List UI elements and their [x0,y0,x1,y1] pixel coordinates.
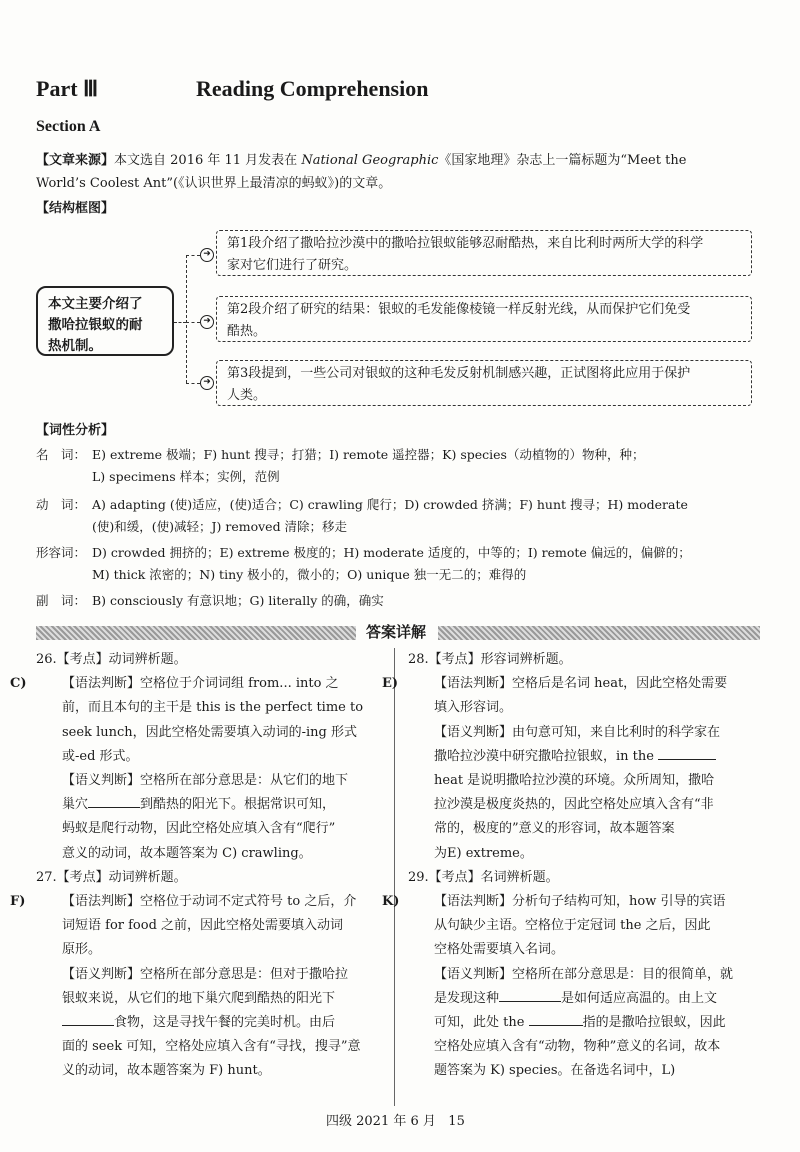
q26-head: 26.【考点】动词辨析题。 [36,652,187,667]
structure-branch: 第3段提到，一些公司对银蚁的这种毛发反射机制感兴趣，正试图将此应用于保护 人类。 [216,360,752,406]
adj-label: 形容词： [36,545,87,560]
noun-label: 名 词： [36,447,87,462]
verb-label: 动 词： [36,497,87,512]
q26-answer: C) [10,676,27,692]
footer [326,1110,465,1129]
connector [186,383,200,384]
connector [186,255,187,383]
pos-tag: 【词性分析】 [36,423,115,438]
structure-branch: 第2段介绍了研究的结果：银蚁的毛发能像棱镜一样反射光线，从而保护它们免受 酷热。 [216,296,752,342]
structure-tag: 【结构框图】 [36,201,115,216]
adj-line-1: D) crowded 拥挤的；E) extreme 极度的；H) moderate 适度的，中等的；I) remote 偏远的，偏僻的； [92,545,691,560]
source-line-1: 【文章来源】本文选自 2016 年 11 月发表在 National Geographic《国家地理》杂志上一篇标题为“Meet the [36,153,687,168]
arrow-icon: ➜ [200,315,214,329]
arrow-icon: ➜ [200,376,214,390]
verb-line-1: A) adapting (使)适应，(使)适合；C) crawling 爬行；D) crowded 挤满；F) hunt 搜寻；H) moderate [92,497,688,512]
part-title: Reading Comprehension [196,76,429,101]
arrow-icon: ➜ [200,248,214,262]
q29-head: 29.【考点】名词辨析题。 [408,869,559,885]
answer-blank [62,1013,114,1026]
connector [174,322,186,323]
banner-right [438,626,760,640]
section-title: Section A [36,118,101,135]
page-number: 15 [448,1114,465,1129]
structure-branch: 第1段介绍了撒哈拉沙漠中的撒哈拉银蚁能够忍耐酷热，来自比利时两所大学的科学 家对它们进行了研究。 [216,230,752,276]
q27-answer: F) [10,894,26,910]
connector [186,322,200,323]
answer-blank [658,747,716,760]
adv-line-1: B) consciously 有意识地；G) literally 的确，确实 [92,593,384,608]
adj-line-2: M) thick 浓密的；N) tiny 极小的，微小的；O) unique 独一无二的；难得的 [92,567,527,582]
source-line-2: World’s Coolest Ant”(《认识世界上最清凉的蚂蚁》)的文章。 [36,176,392,191]
q27-head: 27.【考点】动词辨析题。 [36,869,187,885]
left-column: 26.【考点】动词辨析题。 C) 【语法判断】空格位于介词词组 from... into 之 前，而且本句的主干是 this is the perfect time to seek lunch，因此空格处需要填入动词的-ing 形式 或-ed 形式。 【语义判断】空格所在部分意思是：从它们的地下 巢穴 到酷热的阳光下。根据常识可知， 蚂蚁是爬行动物，因此空格处应填入含有“爬行” 意义的动词，故本题答案为 C) crawling。 27.【考点】动词辨析题。 F) 【语法判断】空格位于动词不定式符号 to 之后，介 词短语 for food 之前，因此空格处需要填入动词 原形。 【语义判断】空格所在部分意思是：但对于撒哈拉 银蚁来说，从它们的地下巢穴爬到酷热的阳光下 食物，这是寻找午餐的完美时机。由后 面的 seek 可知，空格处应填入含有“寻找，搜寻”意 义的动词，故本题答案为 F) hunt。 [36,648,382,1084]
adv-label: 副 词： [36,593,87,608]
part-label: Part Ⅲ [36,76,99,101]
column-divider [394,648,395,1106]
q29-answer: K) [382,894,400,910]
answer-blank [529,1013,583,1026]
banner-left [36,626,356,640]
right-column: 28.【考点】形容词辨析题。 E) 【语法判断】空格后是名词 heat，因此空格处需要 填入形容词。 【语义判断】由句意可知，来自比利时的科学家在 撒哈拉沙漠中研究撒哈拉银蚁，in the heat 是说明撒哈拉沙漠的环境。众所周知，撒哈 拉沙漠是极度炎热的，因此空格处应填入含有“非 常的，极度的”意义的形容词，故本题答案 为E) extreme。 29.【考点】名词辨析题。 K) 【语法判断】分析句子结构可知，how 引导的宾语 从句缺少主语。空格位于定冠词 the 之后，因此 空格处需要填入名词。 【语义判断】空格所在部分意思是：目的很简单，就 是发现这种 是如何适应高温的。由上文 可知，此处 the 指的是撒哈拉银蚁，因此 空格处应填入含有“动物，物种”意义的名词，故本 题答案为 K) species。在备选名词中，L) [408,648,760,1084]
summary-box: 本文主要介绍了 撒哈拉银蚁的耐 热机制。 [36,286,174,356]
connector [186,255,200,256]
answer-blank [499,989,561,1002]
verb-line-2: (使)和缓，(使)减轻；J) removed 清除；移走 [92,519,348,534]
answer-banner: 答案详解 [358,621,434,642]
source-tag: 【文章来源】 [36,153,115,168]
footer-issue: 四级 2021 年 6 月 [326,1114,436,1129]
answer-blank [88,795,140,808]
noun-line-1: E) extreme 极端；F) hunt 搜寻；打猎；I) remote 遥控器；K) species（动植物的）物种，种； [92,447,645,462]
noun-line-2: L) specimens 样本；实例，范例 [92,469,280,484]
magazine-name: National Geographic [301,153,439,168]
q28-answer: E) [382,676,399,692]
q28-head: 28.【考点】形容词辨析题。 [408,652,572,667]
